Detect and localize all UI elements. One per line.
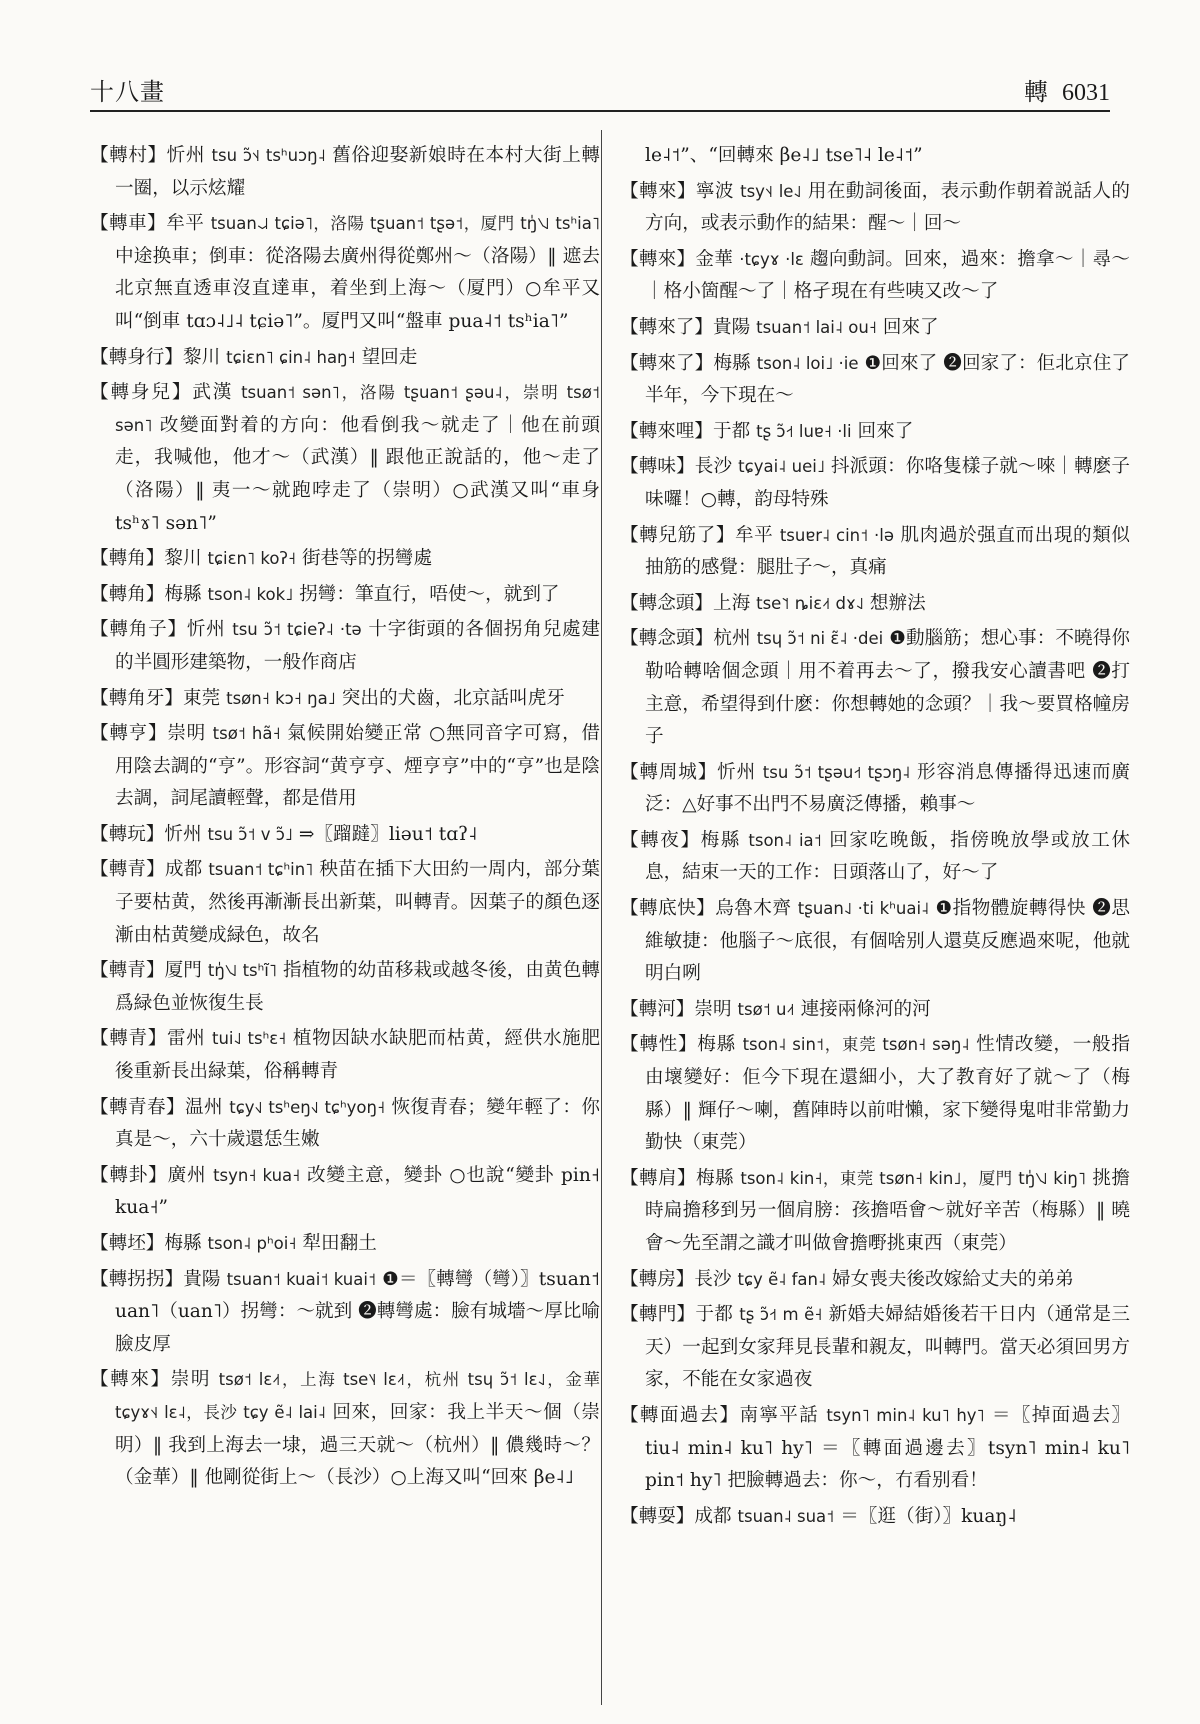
dictionary-entry: [620, 416, 1130, 449]
dictionary-entry: [90, 854, 600, 952]
page-header: [90, 72, 1110, 112]
entry-headword: 【轉車】: [90, 213, 167, 235]
left-column: [90, 140, 600, 1700]
entry-definition: 秧苗在插下大田約一周内，部分葉子要枯黄，然後再漸漸長出新葉，叫轉青。因葉子的顏色逐漸由枯黄變成緑色，故名: [115, 859, 600, 946]
entry-pronunciation: tsu ɔ̃˦ tʂəu˧˦ tʂɔŋ˨: [762, 762, 911, 782]
entry-continuation: [620, 140, 1130, 173]
entry-definition: ❶回來了 ❷回家了：佢北京住了半年，今下現在～: [645, 352, 1130, 407]
entry-region: 厦門: [164, 960, 202, 982]
entry-definition: 性情改變，一般指由壞變好：佢今下現在還細小，大了教育好了就～了（梅縣）‖ 輝仔～喇，舊陣時以前咁懶，家下變得鬼咁非常勤力勤快（東莞）: [645, 1034, 1130, 1154]
dictionary-entry: [90, 1228, 600, 1261]
dictionary-entry: [620, 994, 1130, 1027]
entry-region: 梅縣: [696, 1167, 735, 1189]
entry-pronunciation: tson˨ sin˦，東莞 tsøn˧ səŋ˨: [742, 1035, 970, 1055]
entry-headword: 【轉味】: [620, 456, 695, 478]
dictionary-entry: [90, 819, 600, 852]
entry-definition: 指植物的幼苗移栽或越冬後，由黄色轉爲緑色並恢復生長: [115, 960, 600, 1014]
page-head-right: [1024, 72, 1110, 107]
entry-region: 成都: [694, 1505, 732, 1527]
dictionary-entry: [90, 377, 600, 540]
dictionary-entry: [90, 1023, 600, 1088]
dictionary-entry: [620, 588, 1130, 621]
section-title: 十八畫: [90, 78, 165, 106]
entry-definition: 犁田翻土: [302, 1233, 377, 1254]
entry-definition: 回來，回家：我上半天～個（崇明）‖ 我到上海去一埭，過三天就～（杭州）‖ 儂幾時～？（金華）‖ 他剛從街上～（長沙）○上海又叫“回來 βe˨˩: [115, 1401, 600, 1489]
entry-headword: 【轉來】: [620, 248, 696, 270]
entry-headword: 【轉肩】: [620, 1167, 697, 1189]
dictionary-entry: [620, 520, 1130, 585]
entry-pronunciation: tsuan˨˩˨ tɕiə˥，洛陽 tʂuan˦ tʂə˦，厦門 tŋ̍˥˨˩ tsʰia˥: [210, 214, 600, 234]
entry-headword: 【轉亨】: [90, 723, 168, 745]
entry-definition: 望回走: [361, 346, 418, 368]
entry-region: 上海: [712, 592, 751, 614]
dictionary-entry: [620, 176, 1130, 241]
entry-pronunciation: tsu ɔ̃˦ tɕieʔ˨ ·tə: [232, 620, 362, 640]
entry-headword: 【轉房】: [620, 1268, 695, 1290]
head-character: 轉: [1024, 78, 1048, 106]
entry-region: 忻州: [164, 823, 202, 845]
entry-pronunciation: tsy˦˨ le˨˩: [740, 181, 802, 201]
entry-headword: 【轉來哩】: [620, 420, 713, 442]
entry-headword: 【轉周城】: [620, 761, 718, 783]
dictionary-entry: [620, 825, 1130, 890]
entry-region: 于都: [695, 1304, 734, 1326]
entry-definition: 回家吃晚飯，指傍晚放學或放工休息，結束一天的工作：日頭落山了，好～了: [645, 829, 1130, 884]
dictionary-entry: [90, 614, 600, 679]
entry-region: 武漢: [192, 382, 234, 404]
entry-region: 金華: [695, 248, 734, 270]
entry-definition: 街巷等的拐彎處: [301, 548, 433, 570]
entry-pronunciation: tsyn˧ kua˧: [213, 1165, 301, 1185]
entry-headword: 【轉坯】: [90, 1233, 165, 1254]
entry-region: 梅縣: [164, 583, 202, 605]
entry-region: 忻州: [717, 761, 757, 783]
entry-pronunciation: tɕiɛn˥ koʔ˧: [207, 549, 297, 569]
entry-pronunciation: tson˨ pʰoi˧: [207, 1234, 297, 1253]
entry-pronunciation: tson˨ kok˩: [207, 584, 294, 604]
entry-region: 廣州: [167, 1164, 207, 1186]
entry-region: 牟平: [166, 213, 205, 235]
dictionary-entry: [620, 1264, 1130, 1297]
entry-headword: 【轉來】: [90, 1369, 171, 1391]
dictionary-entry: [90, 683, 600, 716]
dictionary-entry: [90, 1364, 600, 1494]
entry-definition: 植物因缺水缺肥而枯黄，經供水施肥後重新長出緑葉，俗稱轉青: [115, 1028, 600, 1083]
entry-region: 温州: [184, 1096, 223, 1118]
entry-definition: 回來了: [882, 316, 939, 338]
entry-definition: 十字街頭的各個拐角兒處建的半圓形建築物，一般作商店: [115, 619, 600, 673]
entry-definition: ❶＝〖轉彎（彎）〗tsuan˦ uan˥（uan˥）拐彎：～就到 ❷轉彎處：臉有城墻～厚比喻臉皮厚: [115, 1268, 600, 1355]
entry-pronunciation: tsuan˦ kuai˦ kuai˦: [226, 1269, 377, 1289]
entry-region: 杭州: [713, 628, 751, 650]
entry-definition: 改變主意，變卦 ○也說“變卦 pin˧ kua˧”: [115, 1164, 600, 1219]
entry-headword: 【轉兒筋了】: [620, 524, 735, 546]
right-column: [620, 140, 1130, 1700]
entry-headword: 【轉念頭】: [620, 592, 713, 614]
entry-headword: 【轉青】: [90, 960, 165, 982]
page-number: 6031: [1062, 80, 1110, 106]
entry-headword: 【轉耍】: [620, 1505, 695, 1527]
entry-headword: 【轉念頭】: [620, 628, 714, 650]
dictionary-entry: [90, 140, 600, 205]
entry-region: 黎川: [182, 346, 221, 368]
dictionary-entry: [620, 623, 1130, 753]
entry-pronunciation: tson˨ ia˦: [748, 830, 822, 850]
entry-headword: 【轉村】: [90, 145, 167, 166]
entry-definition: 趨向動詞。回來，過來：擔拿～｜尋～｜格小箇醒～了｜格孑現在有些咦又改～了: [645, 248, 1130, 303]
entry-definition: ❶動腦筋；想心事：不曉得你勒哈轉啥個念頭｜用不着再去～了，撥我安心讀書吧 ❷打主意，希望得到什麽：你想轉她的念頭？｜我～要買格幢房子: [645, 628, 1130, 748]
entry-region: 梅縣: [713, 352, 751, 374]
entry-region: 梅縣: [164, 1233, 202, 1254]
dictionary-entry: [90, 1264, 600, 1362]
dictionary-entry: [620, 757, 1130, 822]
entry-pronunciation: tui˨˩ tsʰɛ˧: [211, 1029, 287, 1049]
entry-region: 烏魯木齊: [715, 898, 792, 920]
entry-pronunciation: tsø˦ lɛ˨˦，上海 tse˥˨ lɛ˨˦，杭州 tsɥ ɔ̃˦ lɛ˨˩，金華 tɕyɤ˦˨ lɛ˨，長沙 tɕy ẽ˨ lai˨: [115, 1370, 600, 1422]
entry-region: 崇明: [167, 723, 206, 745]
entry-pronunciation: tɕy ẽ˨ fan˨: [737, 1269, 827, 1289]
dictionary-entry: [620, 312, 1130, 345]
entry-pronunciation: tsuan˦ lai˨ ou˧: [756, 317, 877, 337]
column-divider: [601, 130, 602, 1705]
dictionary-entry: [620, 451, 1130, 516]
entry-region: 黎川: [164, 548, 202, 570]
entry-pronunciation: tsu ɔ̃˦ v ɔ̃˩: [207, 824, 293, 844]
entry-headword: 【轉青】: [90, 1028, 167, 1050]
entry-region: 崇明: [694, 998, 732, 1020]
entry-headword: 【轉青】: [90, 859, 165, 881]
entry-definition: 回來了: [857, 420, 914, 442]
dictionary-entry: [90, 718, 600, 816]
entry-headword: 【轉底快】: [620, 898, 716, 920]
entry-pronunciation: tʂ ɔ̃˧˦ luɐ˧ ·li: [756, 421, 852, 441]
entry-headword: 【轉角】: [90, 548, 165, 570]
entry-pronunciation: tsuɐr˨ cin˦ ·lə: [779, 525, 895, 545]
entry-region: 寧波: [695, 180, 734, 202]
dictionary-entry: [90, 579, 600, 612]
dictionary-entry: [90, 208, 600, 338]
entry-headword: 【轉來了】: [620, 316, 713, 338]
entry-headword: 【轉青春】: [90, 1096, 185, 1118]
entry-pronunciation: tŋ̍˥˨˩ tsʰĩ˥: [207, 961, 278, 981]
dictionary-entry: [90, 543, 600, 576]
entry-headword: 【轉來了】: [620, 352, 714, 374]
entry-pronunciation: tʂuan˨˩ ·ti kʰuai˨: [797, 899, 930, 919]
dictionary-entry: [620, 1163, 1130, 1261]
entry-definition: 連接兩條河的河: [800, 998, 931, 1020]
entry-headword: 【轉角】: [90, 583, 165, 605]
entry-definition: ⇒〖蹓躂〗liəu˦ tɑʔ˨: [298, 823, 478, 845]
entry-pronunciation: tsuan˨ sua˦: [737, 1506, 835, 1526]
entry-definition: 氣候開始變正常 ○無同音字可寫，借用陰去調的“亨”。形容詞“黄亨亨、煙亨亨”中的“亨”也是陰去調，詞尾讀輕聲，都是借用: [115, 723, 600, 810]
entry-pronunciation: tsø˦ u˨˦: [737, 999, 795, 1019]
entry-pronunciation: tʂ ɔ̃˧˦ m ẽ˧: [739, 1305, 823, 1325]
entry-pronunciation: tɕyai˨ uei˩: [738, 457, 825, 477]
entry-pronunciation: tson˨ loi˩ ·ie: [756, 353, 859, 373]
entry-region: 貴陽: [712, 316, 751, 338]
entry-region: 成都: [164, 859, 203, 881]
entry-region: 梅縣: [700, 829, 741, 851]
entry-definition: 改變面對着的方向：他看倒我～就走了｜他在前頭走，我喊他，他才～（武漢）‖ 跟他正說話的，他～走了（洛陽）‖ 夷一～就跑哱走了（崇明）○武漢又叫“車身 tsʰɤ˥ sən˥”: [115, 414, 600, 534]
entry-region: 于都: [712, 420, 751, 442]
entry-pronunciation: ·tɕyɤ ·lɛ: [739, 249, 804, 269]
entry-definition: 舊俗迎娶新娘時在本村大街上轉一圈，以示炫耀: [115, 145, 600, 199]
dictionary-entry: [620, 1501, 1130, 1534]
entry-definition: ＝〖逛（街）〗kuaŋ˨: [840, 1505, 1017, 1527]
entry-pronunciation: tsøn˧ kɔ˧ ŋa˩: [226, 688, 336, 708]
dictionary-entry: [90, 1160, 600, 1225]
entry-region: 長沙: [694, 456, 733, 478]
dictionary-entry: [90, 955, 600, 1020]
entry-definition: 婦女喪夫後改嫁給丈夫的弟弟: [832, 1268, 1074, 1290]
entry-definition: 恢復青春；變年輕了：你真是～，六十歲還恁生嫩: [115, 1096, 600, 1151]
entry-pronunciation: tsuan˦ sən˥，洛陽 tʂuan˦ ʂəu˨，崇明 tsø˦ sən˥: [115, 383, 600, 435]
entry-definition: 想辦法: [869, 592, 926, 614]
entry-region: 忻州: [166, 145, 206, 166]
entry-pronunciation: tsuan˦ tɕʰin˥: [208, 860, 314, 880]
entry-definition: 形容消息傳播得迅速而廣泛：△好事不出門不易廣泛傳播，賴事～: [645, 761, 1130, 816]
entry-region: 貴陽: [183, 1268, 221, 1290]
entry-definition: 抖派頭：你咯隻樣子就～唻｜轉麽子味囉！○轉，韵母特殊: [645, 456, 1130, 510]
dictionary-entry: [620, 1400, 1130, 1498]
dictionary-entry: [620, 348, 1130, 413]
entry-headword: 【轉角牙】: [90, 687, 183, 709]
entry-definition: ＝〖掉面過去〗tiu˨ min˨ ku˥ hy˥ ＝〖轉面過邊去〗tsyn˥ min˨ ku˥ pin˦ hy˥ 把臉轉過去：你～，冇看别看！: [645, 1404, 1130, 1492]
dictionary-entry: [90, 342, 600, 375]
entry-headword: 【轉來】: [620, 180, 696, 202]
entry-headword: 【轉身兒】: [90, 382, 193, 404]
entry-headword: 【轉河】: [620, 998, 695, 1020]
entry-headword: 【轉卦】: [90, 1164, 168, 1186]
dictionary-entry: [620, 1029, 1130, 1159]
entry-definition: 用在動詞後面，表示動作朝着説話人的方向，或表示動作的結果：醒～｜回～: [645, 180, 1130, 235]
entry-region: 崇明: [170, 1369, 212, 1391]
entry-definition: 中途换車；倒車：從洛陽去廣州得從鄭州～（洛陽）‖ 遮去北京無直透車沒直達車，着坐到上海～（厦門）○牟平又叫“倒車 tɑɔ˨˩˨ tɕiə˥”。厦門又叫“盤車 pua˨˦ tsʰia˥”: [115, 245, 600, 332]
entry-pronunciation: tɕy˧˩ tsʰeŋ˧˩ tɕʰyoŋ˧: [229, 1097, 386, 1117]
entry-headword: 【轉性】: [620, 1034, 698, 1056]
entry-region: 東莞: [182, 687, 221, 709]
entry-headword: 【轉身行】: [90, 346, 183, 368]
dictionary-entry: [620, 244, 1130, 309]
entry-pronunciation: tɕiɛn˥ ɕin˨ haŋ˧: [226, 347, 356, 367]
entry-pronunciation: tsɥ ɔ̃˦ ni ɛ̃˨ ·dei: [756, 629, 884, 649]
entry-pronunciation: tsu ɔ̃˦˨ tsʰuɔŋ˨: [211, 146, 326, 165]
dictionary-entry: [90, 1092, 600, 1157]
entry-definition: 挑擔時扁擔移到另一個肩膀：孩擔唔會～就好辛苦（梅縣）‖ 曉會～先至謂之識才叫做會擔嘢挑東西（東莞）: [645, 1167, 1130, 1254]
entry-region: 長沙: [694, 1268, 732, 1290]
entry-headword: 【轉角子】: [90, 619, 187, 641]
entry-definition: 突出的犬齒，北京話叫虎牙: [341, 687, 565, 709]
entry-definition: ❶指物體旋轉得快 ❷思維敏捷：他腦子～底很，有個啥别人還莫反應過來呢，他就明白咧: [645, 898, 1130, 985]
entry-region: 南寧平話: [739, 1404, 820, 1426]
entry-region: 忻州: [186, 619, 226, 641]
entry-region: 梅縣: [697, 1034, 736, 1056]
entry-pronunciation: tson˨ kin˧，東莞 tsøn˧ kin˩，厦門 tŋ̍˥˨˩ kiŋ˥: [740, 1168, 1087, 1188]
dictionary-entry: [620, 893, 1130, 991]
entry-definition: le˨˦”、“回轉來 βe˨˩ tse˥˨ le˨˦”: [645, 145, 923, 166]
entry-region: 牟平: [735, 524, 774, 546]
entry-region: 雷州: [166, 1028, 206, 1050]
dictionary-entry: [620, 1299, 1130, 1397]
entry-headword: 【轉拐拐】: [90, 1268, 184, 1290]
entry-definition: 新婚夫婦結婚後若干日内（通常是三天）一起到女家拜見長輩和親友，叫轉門。當天必須回男方家，不能在女家過夜: [645, 1304, 1130, 1391]
entry-headword: 【轉門】: [620, 1304, 696, 1326]
entry-pronunciation: tse˥˦ ȵiɛ˨˦ dɤ˨˩: [756, 593, 864, 613]
entry-pronunciation: tsø˦ hã˧: [212, 724, 281, 744]
entry-pronunciation: tsyn˥ min˨ ku˥ hy˥: [826, 1405, 985, 1425]
entry-headword: 【轉夜】: [620, 829, 701, 851]
entry-headword: 【轉玩】: [90, 823, 165, 845]
entry-definition: 拐彎：筆直行，唔使～，就到了: [299, 583, 560, 605]
entry-headword: 【轉面過去】: [620, 1404, 740, 1426]
entry-definition: 肌肉過於强直而出現的類似抽筋的感覺：腿肚子～，真痛: [645, 524, 1130, 579]
